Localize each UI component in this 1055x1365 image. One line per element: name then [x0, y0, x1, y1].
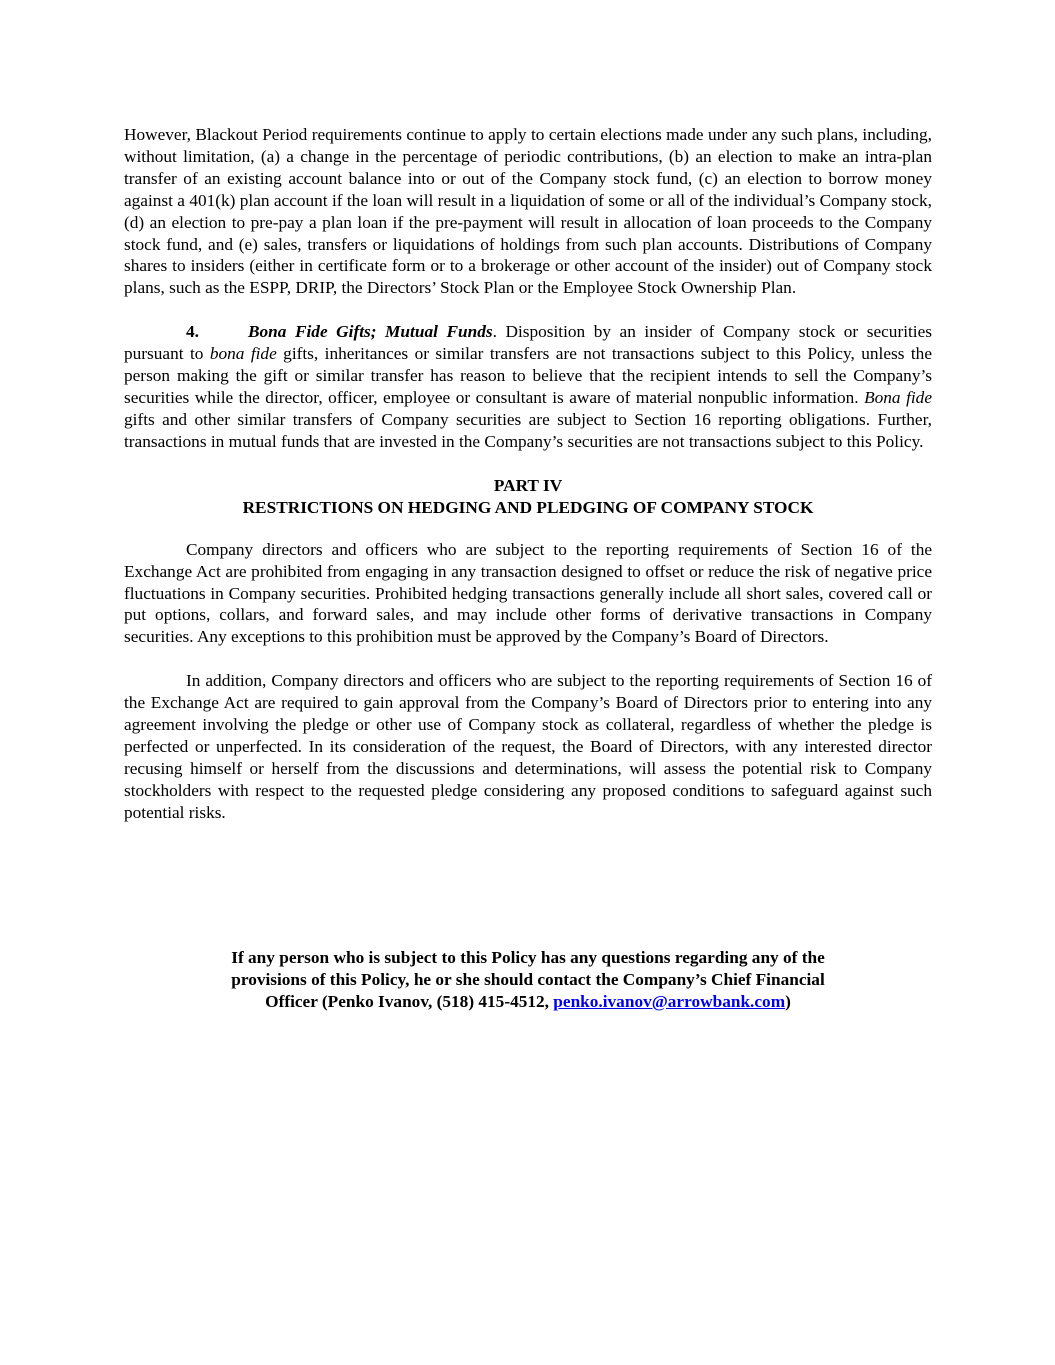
- contact-line: If any person who is subject to this Policy has any questions regarding any of the: [231, 948, 825, 967]
- section-number: 4.: [186, 322, 199, 342]
- paragraph-hedging: Company directors and officers who are subject to the reporting requirements of Section 16 of the Exchange Act are prohibited from engaging in any transaction designed to offset or reduce the risk of negative price fluctuations in Company securities. Prohibited hedging transactions generally include all short sales, covered call or put options, collars, and forward sales, and may include other forms of derivative transactions in Company securities. Any exceptions to this prohibition must be approved by the Company’s Board of Directors.: [124, 539, 932, 647]
- text-segment: gifts, inheritances or similar transfers are not transactions subject to this Policy, unless the person making the gift or similar transfer has reason to believe that the recipient intends to sell the Company’s securities while the director, officer, employee or consultant is aware of material nonpublic information.: [124, 344, 932, 407]
- italic-term: bona fide: [209, 344, 277, 364]
- document-page: [124, 124, 932, 824]
- part-number: PART IV: [493, 475, 563, 495]
- text-segment: . Disposition by an insider of Company stock or securities pursuant to: [124, 322, 932, 364]
- italic-term: Bona fide: [864, 387, 932, 407]
- paragraph-blackout-elections: However, Blackout Period requirements continue to apply to certain elections made under any such plans, including, without limitation, (a) a change in the percentage of periodic contributions, (b) an election to make an intra-plan transfer of an existing account balance into or out of the Company stock fund, (c) an election to borrow money against a 401(k) plan account if the loan will result in a liquidation of some or all of the individual’s Company stock, (d) an election to pre-pay a plan loan if the pre-payment will result in allocation of loan proceeds to the Company stock fund, and (e) sales, transfers or liquidations of holdings from such plan accounts. Distributions of Company shares to insiders (either in certificate form or to a brokerage or other account of the insider) out of Company stock plans, such as the ESPP, DRIP, the Directors’ Stock Plan or the Employee Stock Ownership Plan.: [124, 125, 932, 298]
- section-title: Bona Fide Gifts; Mutual Funds: [248, 322, 493, 342]
- contact-line: provisions of this Policy, he or she should contact the Company’s Chief Financial: [231, 970, 825, 989]
- part-heading: [124, 475, 932, 519]
- email-link[interactable]: penko.ivanov@arrowbank.com: [553, 992, 786, 1011]
- contact-text: ): [785, 992, 791, 1011]
- contact-line: [124, 991, 932, 1013]
- paragraph-pledging: In addition, Company directors and officers who are subject to the reporting requirements of Section 16 of the Exchange Act are required to gain approval from the Company’s Board of Directors prior to entering into any agreement involving the pledge or other use of Company stock as collateral, regardless of whether the pledge is perfected or unperfected. In its consideration of the request, the Board of Directors, with any interested director recusing himself or herself from the discussions and determinations, will assess the potential risk to Company stockholders with respect to the requested pledge considering any proposed conditions to safeguard against such potential risks.: [124, 671, 932, 822]
- part-title: RESTRICTIONS ON HEDGING AND PLEDGING OF COMPANY STOCK: [242, 497, 814, 517]
- paragraph-bona-fide-gifts: [124, 321, 932, 452]
- contact-text: Officer (Penko Ivanov, (518) 415-4512,: [265, 992, 554, 1011]
- contact-notice: [124, 947, 932, 1013]
- text-segment: gifts and other similar transfers of Company securities are subject to Section 16 reporting obligations. Further, transactions in mutual funds that are invested in the Company’s securities are not transactions subject to this Policy.: [124, 409, 932, 451]
